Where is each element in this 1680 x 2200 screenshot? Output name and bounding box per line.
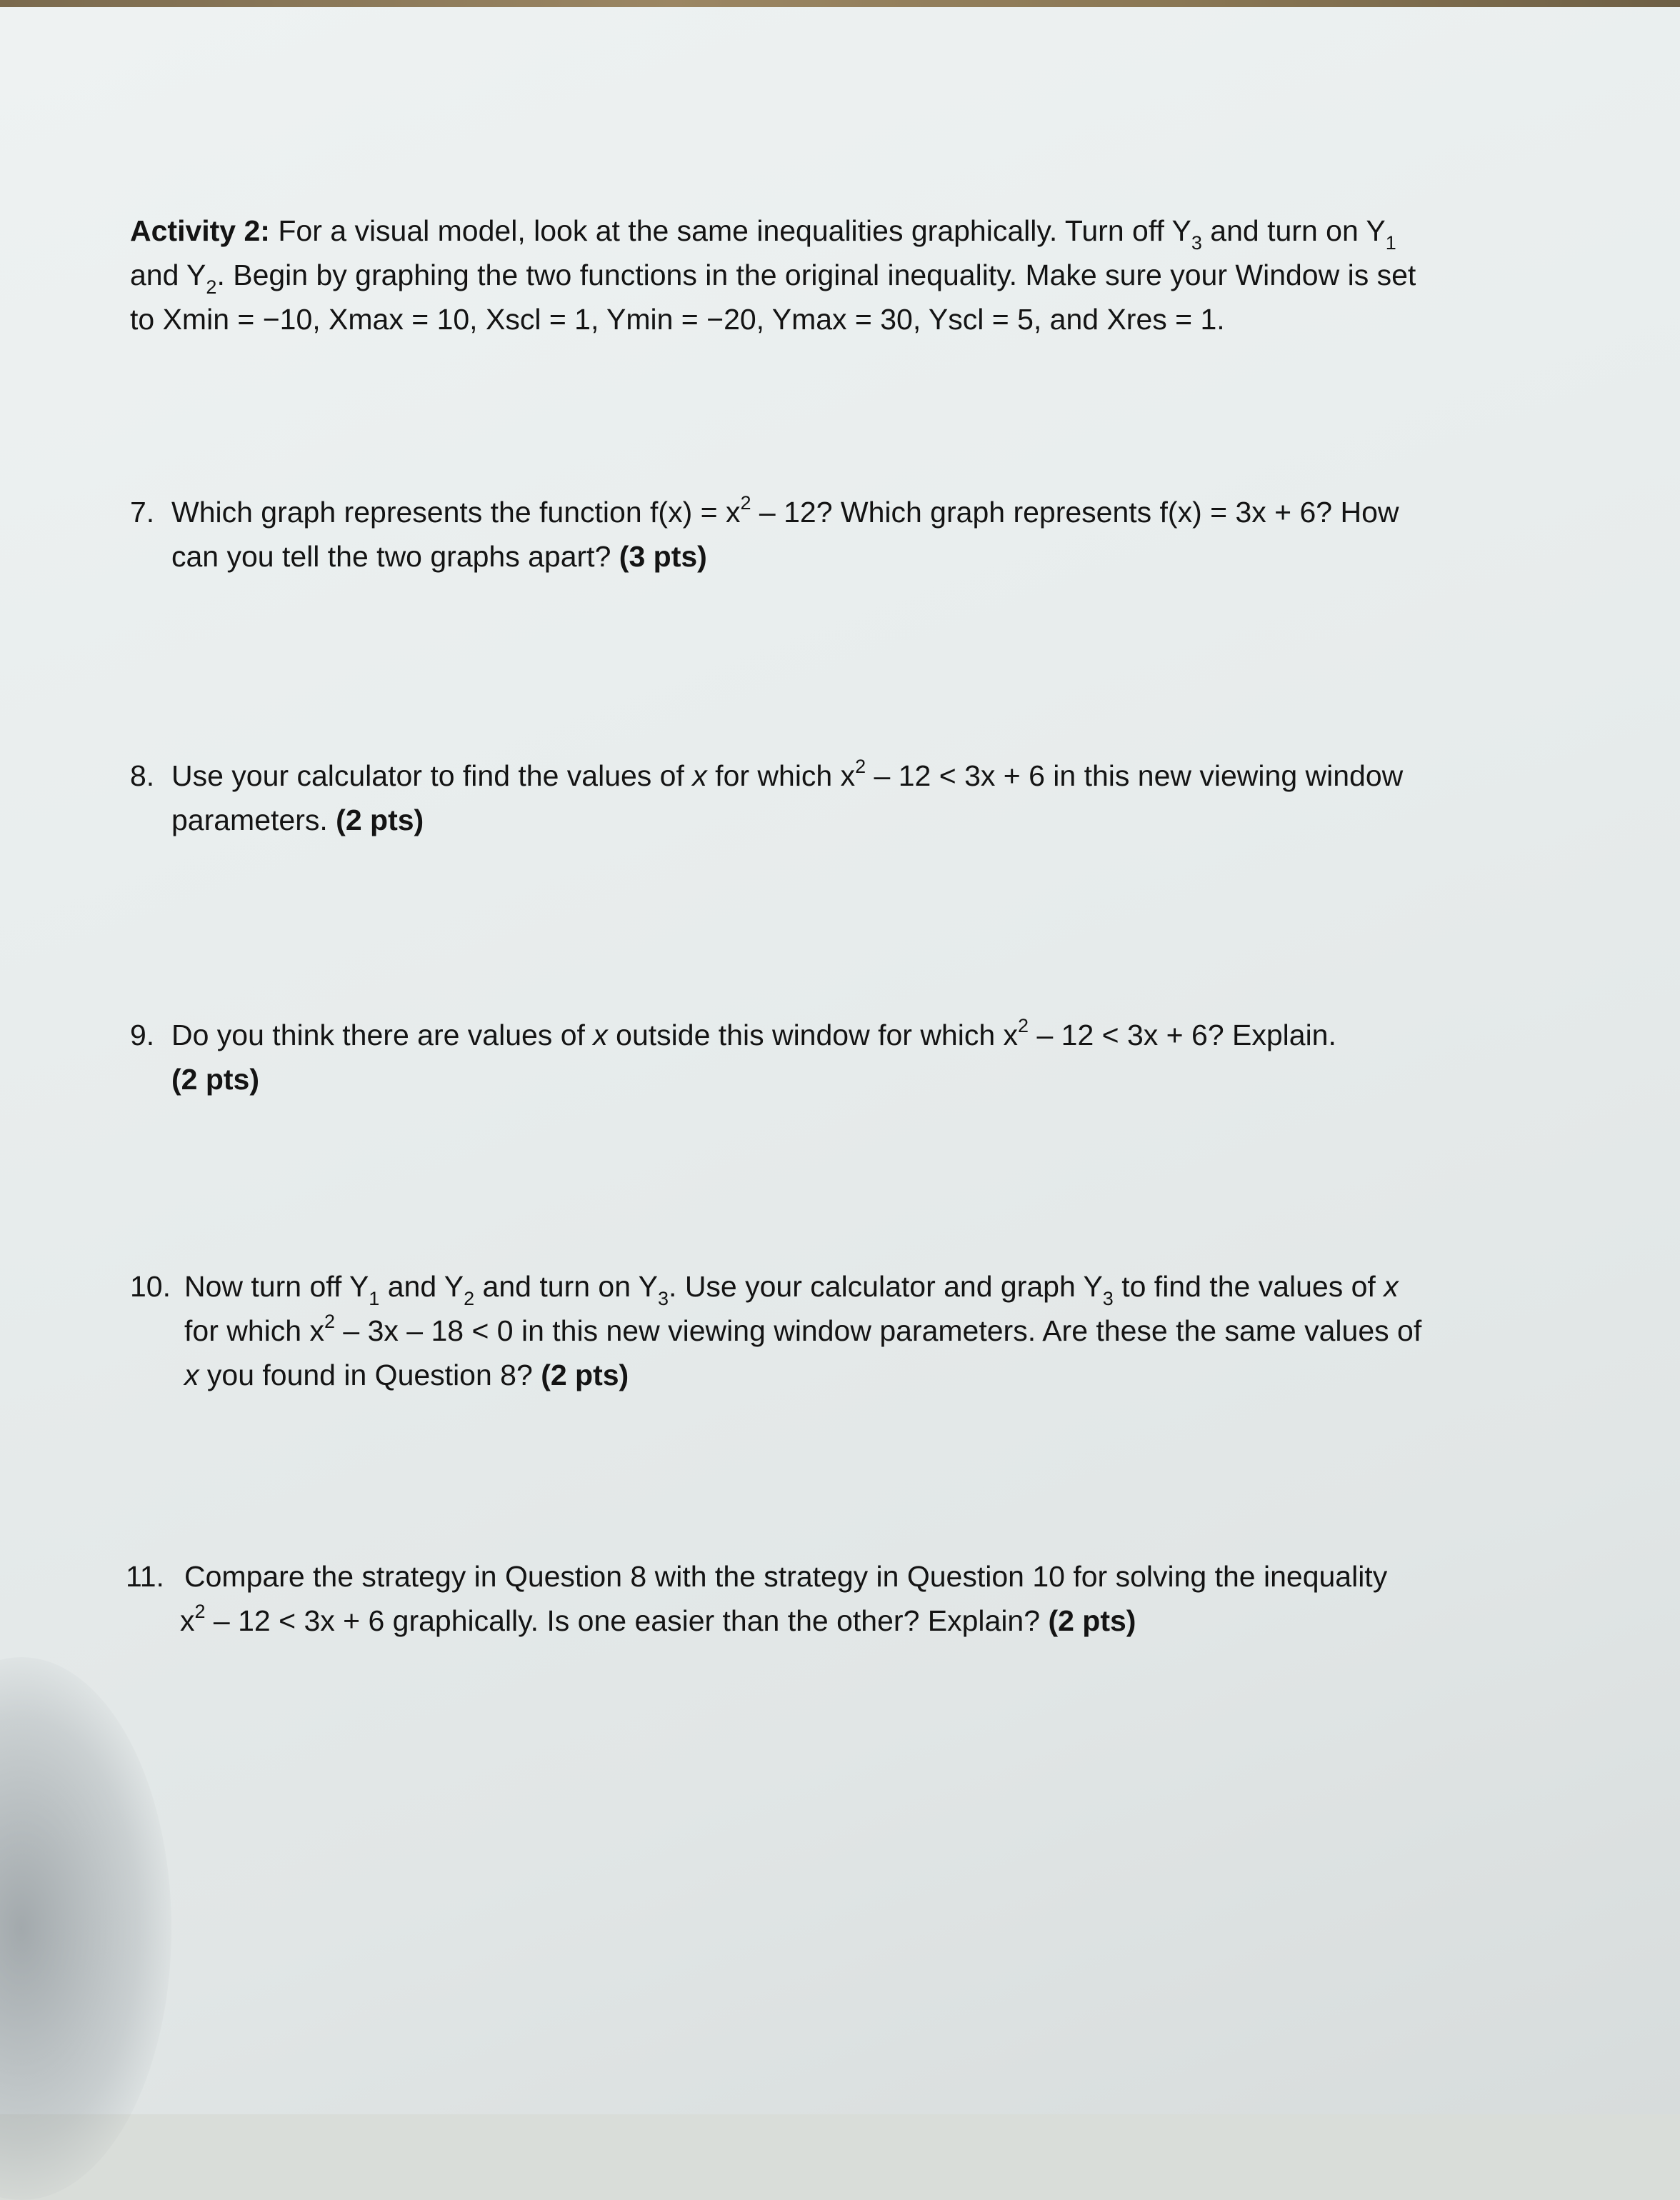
question-7-number: 7. [130,496,155,529]
question-7-line-2: can you tell the two graphs apart? (3 pts) [171,540,707,573]
question-9 [130,1013,1559,1101]
question-9-points: (2 pts) [171,1063,259,1096]
question-7 [130,490,1559,579]
question-11-line-2: $x^2 - 12 < 3x + 6$ graphically. Is one easier than the other? Explain? (2 pts) [180,1601,1136,1637]
activity-label: Activity 2: [130,214,270,247]
question-7-line-1: 7. Which graph represents the function $f(x) = x^2 - 12$? Which graph represents f(x) = 3x + 6? How [130,490,1559,534]
question-10-line-2: for which $x^2 - 3x - 18 < 0$ in this new viewing window parameters. Are these the same values of [184,1311,1422,1347]
question-7-points: (3 pts) [619,540,707,573]
question-9-line-2 [130,1057,1559,1101]
question-10 [130,1264,1559,1397]
question-8 [130,754,1559,842]
question-10-points: (2 pts) [541,1359,629,1391]
question-9-number: 9. [130,1019,155,1051]
question-10-line-3: x you found in Question 8? (2 pts) [184,1359,629,1391]
question-11-points: (2 pts) [1048,1604,1136,1637]
question-8-line-1: 8. Use your calculator to find the values of x for which $x^2 - 12 < 3x + 6$ in this new viewing window [130,754,1559,798]
question-10-line-1: 10. Now turn off $Y_1$ and $Y_2$ and turn on $Y_3$. Use your calculator and graph $Y_3$ to find the values of x [130,1264,1559,1309]
question-11 [126,1554,1554,1643]
activity-2-intro [130,209,1559,341]
question-10-number: 10. [130,1270,171,1303]
activity-line-3: to Xmin = −10, Xmax = 10, Xscl = 1, Ymin = −20, Ymax = 30, Yscl = 5, and Xres = 1. [130,303,1225,336]
question-11-line-1: 11. Compare the strategy in Question 8 with the strategy in Question 10 for solving the inequality [126,1554,1554,1599]
question-11-number: 11. [126,1560,164,1593]
activity-line-2: and $Y_2$. Begin by graphing the two functions in the original inequality. Make sure your Window is set [130,259,1416,298]
question-8-line-2: parameters. (2 pts) [171,804,424,836]
question-8-number: 8. [130,759,155,792]
question-9-line-1: 9. Do you think there are values of x outside this window for which $x^2 - 12 < 3x + 6$? Explain. [130,1013,1559,1057]
activity-line-1: Activity 2: For a visual model, look at the same inequalities graphically. Turn off $Y_3$ and turn on $Y_1$ [130,214,1396,254]
question-8-points: (2 pts) [336,804,424,836]
